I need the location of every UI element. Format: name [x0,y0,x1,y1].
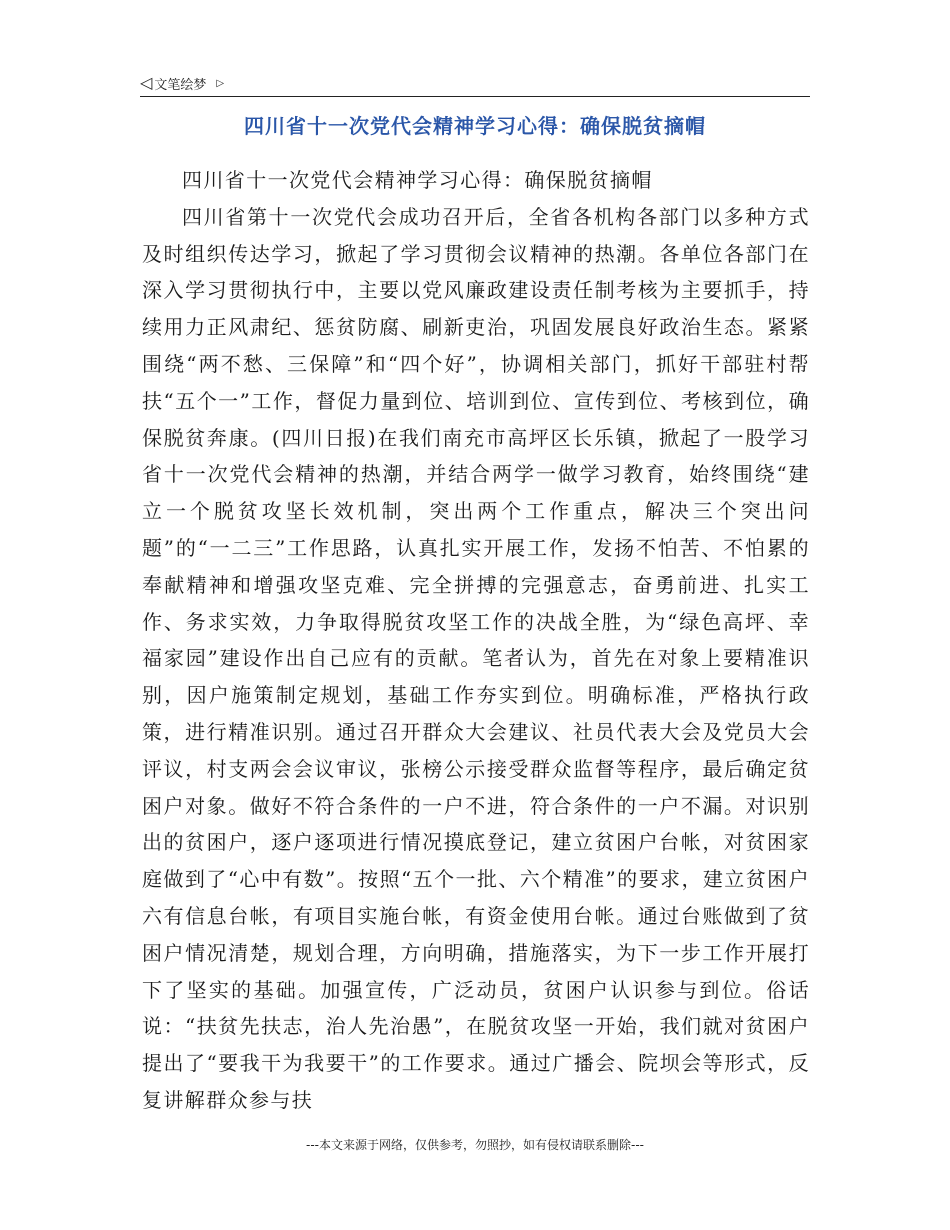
document-title: 四川省十一次党代会精神学习心得：确保脱贫摘帽 [244,114,706,138]
triangle-left-icon: ◁ [140,73,153,92]
brand-name: 文笔绘梦 [154,77,207,93]
triangle-right-icon: ▷ [216,77,225,89]
document-body [142,162,810,1119]
footer-notice: ---本文来源于网络，仅供参考，勿照抄，如有侵权请联系删除--- [306,1138,644,1152]
subtitle-paragraph: 四川省十一次党代会精神学习心得：确保脱贫摘帽 [182,168,653,192]
body-paragraph: 四川省第十一次党代会成功召开后，全省各机构各部门以多种方式及时组织传达学习，掀起了学习贯彻会议精神的热潮。各单位各部门在深入学习贯彻执行中，主要以党风廉政建设责任制考核为主要抓手，持续用力正风肃纪、惩贫防腐、刷新吏治，巩固发展良好政治生态。紧紧围绕“两不愁、三保障”和“四个好”，协调相关部门，抓好干部驻村帮扶“五个一”工作，督促力量到位、培训到位、宣传到位、考核到位，确保脱贫奔康。(四川日报)在我们南充市高坪区长乐镇，掀起了一股学习省十一次党代会精神的热潮，并结合两学一做学习教育，始终围绕“建立一个脱贫攻坚长效机制，突出两个工作重点，解决三个突出问题”的“一二三”工作思路，认真扎实开展工作，发扬不怕苦、不怕累的奉献精神和增强攻坚克难、完全拼搏的完强意志，奋勇前进、扎实工作、务求实效，力争取得脱贫攻坚工作的决战全胜，为“绿色高坪、幸福家园”建设作出自己应有的贡献。笔者认为，首先在对象上要精准识别，因户施策制定规划，基础工作夯实到位。明确标准，严格执行政策，进行精准识别。通过召开群众大会建议、社员代表大会及党员大会评议，村支两会会议审议，张榜公示接受群众监督等程序，最后确定贫困户对象。做好不符合条件的一户不进，符合条件的一户不漏。对识别出的贫困户，逐户逐项进行情况摸底登记，建立贫困户台帐，对贫困家庭做到了“心中有数”。按照“五个一批、六个精准”的要求，建立贫困户六有信息台帐，有项目实施台帐，有资金使用台帐。通过台账做到了贫困户情况清楚，规划合理，方向明确，措施落实，为下一步工作开展打下了坚实的基础。加强宣传，广泛动员，贫困户认识参与到位。俗话说：“扶贫先扶志，治人先治愚”，在脱贫攻坚一开始，我们就对贫困户提出了“要我干为我要干”的工作要求。通过广播会、院坝会等形式，反复讲解群众参与扶 [142,204,810,1112]
page-header [140,70,810,97]
